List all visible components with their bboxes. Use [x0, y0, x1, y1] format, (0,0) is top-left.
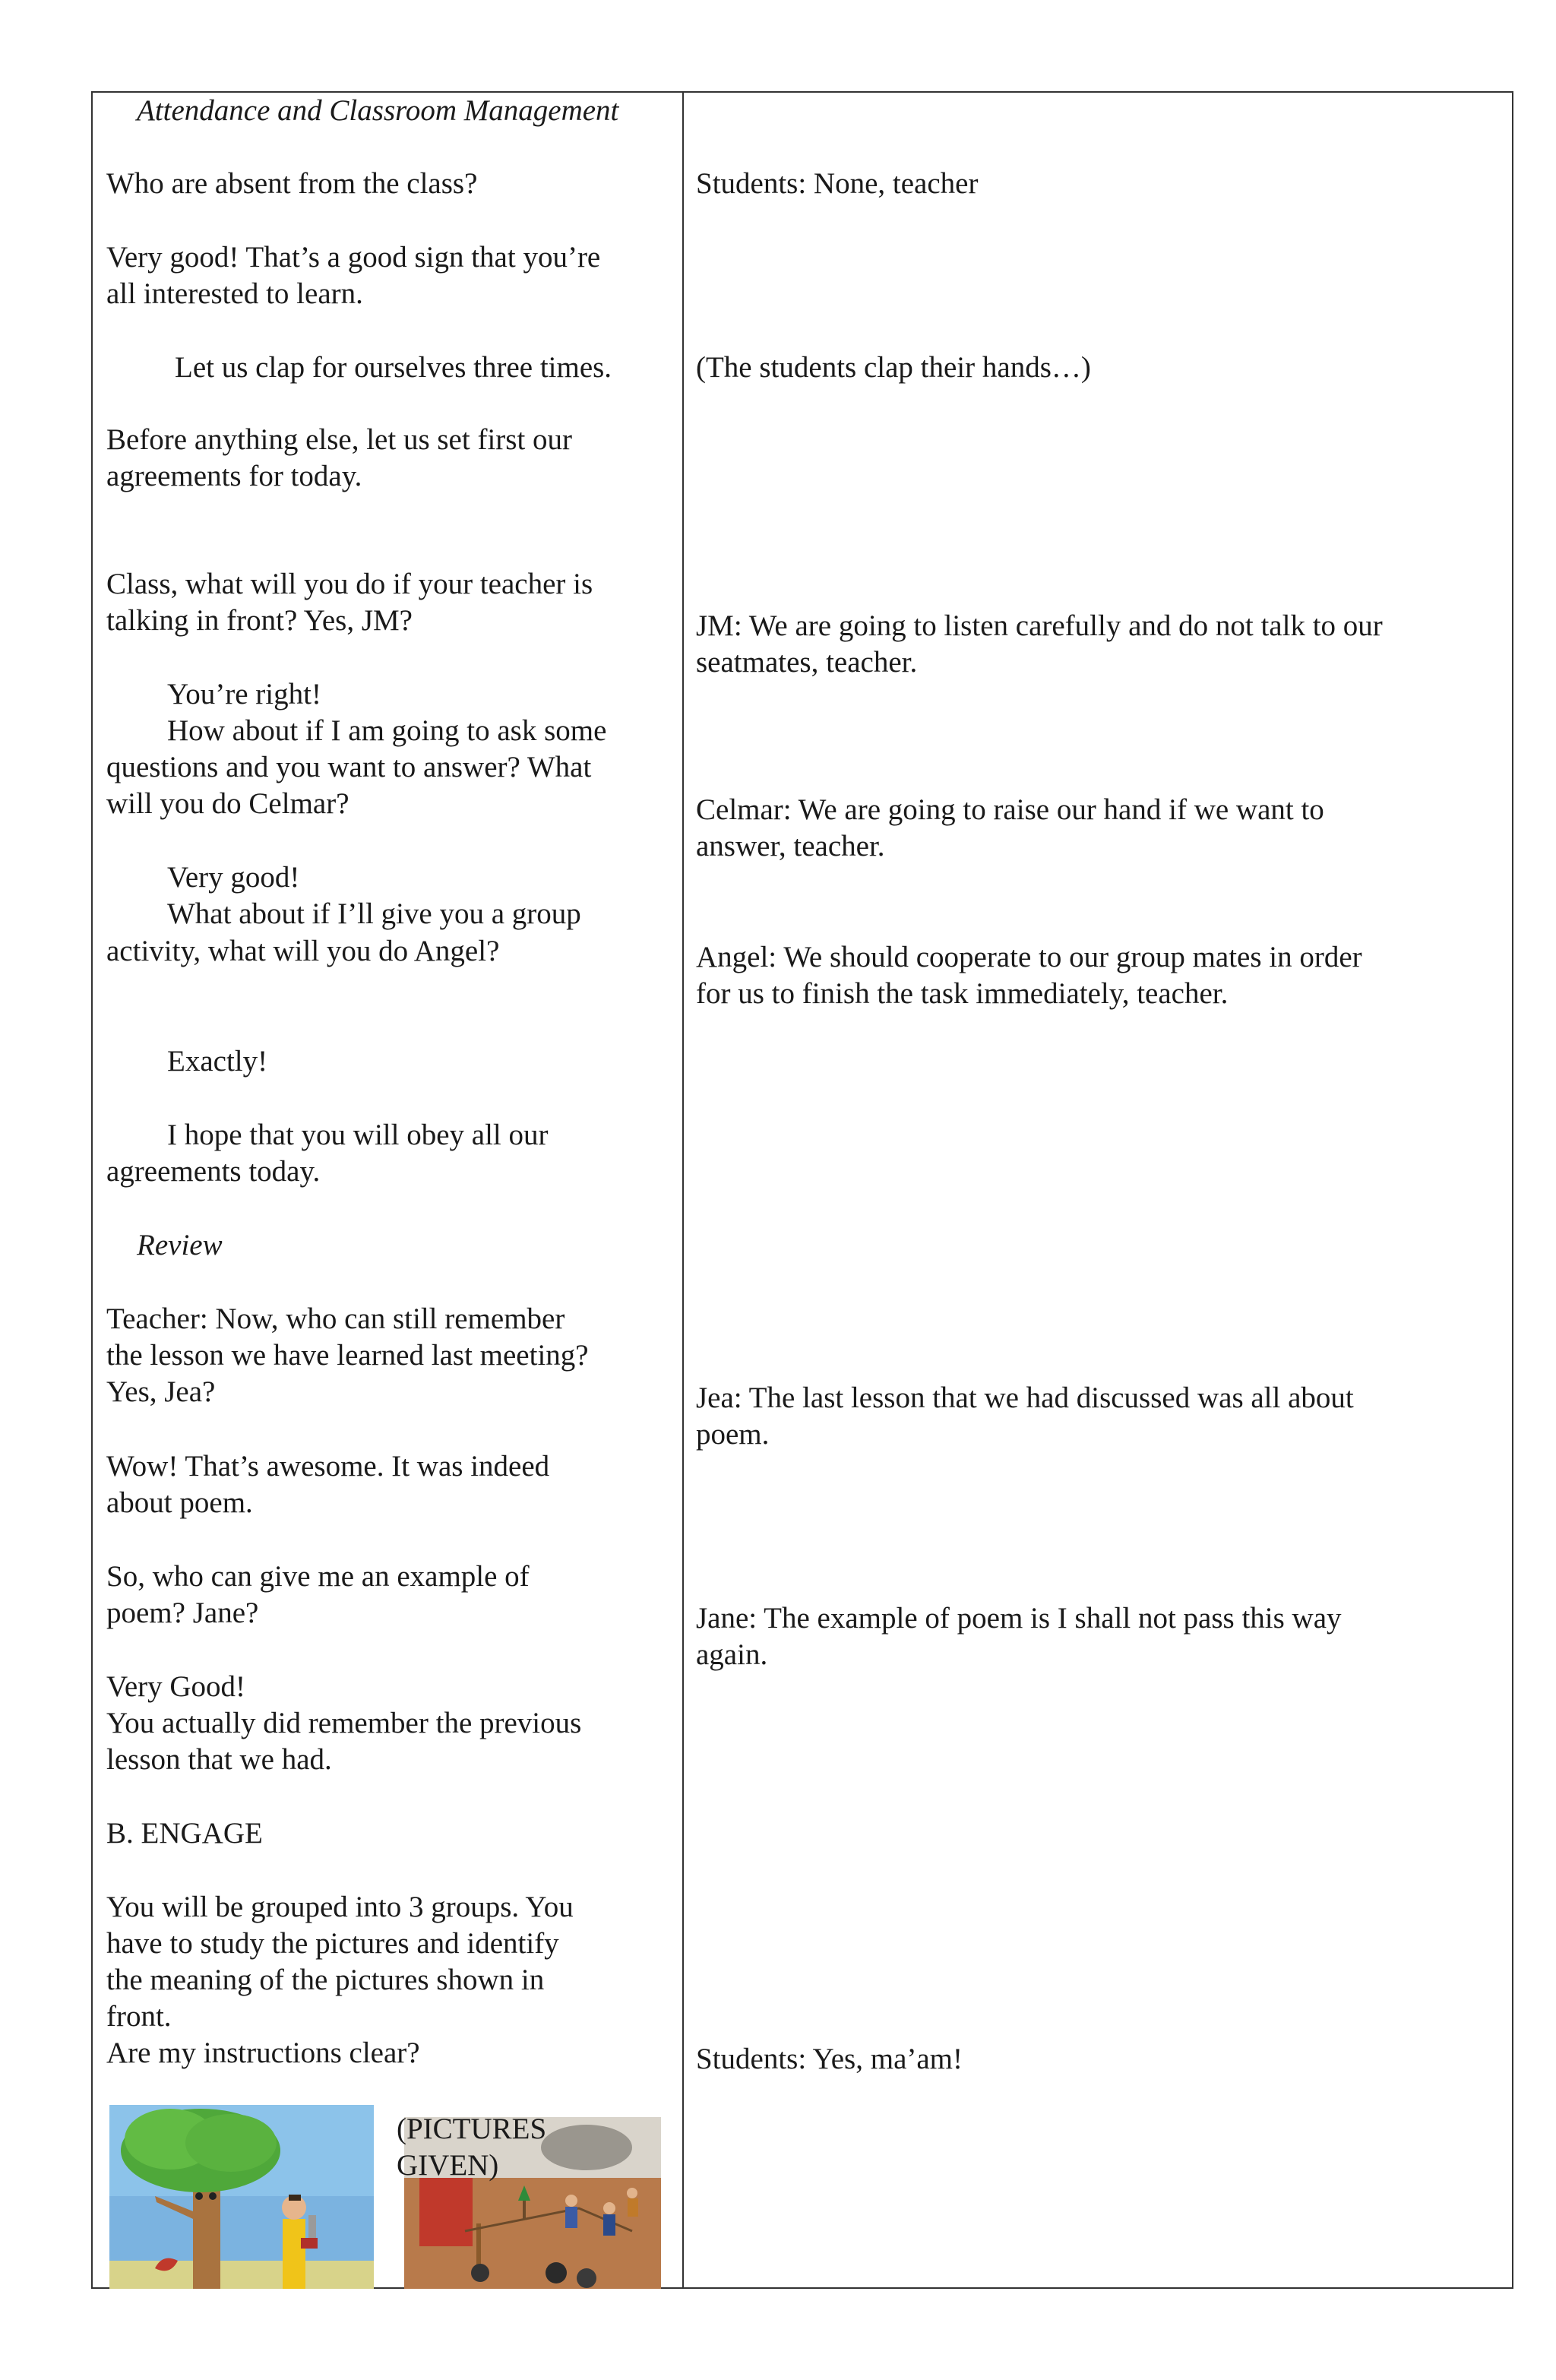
teacher-line: front.	[106, 2000, 172, 2033]
student-response: JM: We are going to listen carefully and do not talk to our	[696, 609, 1383, 642]
student-response: again.	[696, 1638, 768, 1671]
teacher-line: You will be grouped into 3 groups. You	[106, 1891, 574, 1923]
student-response: for us to finish the task immediately, teacher.	[696, 977, 1229, 1010]
student-response: Angel: We should cooperate to our group mates in order	[696, 941, 1362, 973]
student-response: Students: Yes, ma’am!	[696, 2043, 963, 2075]
pictures-caption: (PICTURES	[397, 2113, 547, 2145]
teacher-line: Very Good!	[106, 1670, 246, 1703]
teacher-line: You’re right!	[167, 678, 321, 711]
teacher-line: What about if I’ll give you a group	[167, 897, 581, 930]
teacher-line: Who are absent from the class?	[106, 167, 478, 200]
teacher-line: agreements for today.	[106, 460, 362, 492]
student-response: Students: None, teacher	[696, 167, 979, 200]
teacher-line: Exactly!	[167, 1045, 268, 1078]
student-response: answer, teacher.	[696, 830, 885, 862]
student-response: Jea: The last lesson that we had discussed was all about	[696, 1381, 1354, 1414]
teacher-line: How about if I am going to ask some	[167, 714, 607, 747]
teacher-line: talking in front? Yes, JM?	[106, 604, 413, 637]
teacher-line: have to study the pictures and identify	[106, 1927, 559, 1960]
student-response: poem.	[696, 1418, 770, 1451]
teacher-line: Very good!	[167, 861, 300, 894]
section-heading-review: Review	[137, 1229, 223, 1261]
teacher-line: lesson that we had.	[106, 1743, 332, 1776]
teacher-line: Yes, Jea?	[106, 1375, 216, 1408]
teacher-line: Class, what will you do if your teacher is	[106, 568, 593, 600]
teacher-line: the lesson we have learned last meeting?	[106, 1339, 589, 1372]
teacher-line: Wow! That’s awesome. It was indeed	[106, 1450, 550, 1483]
teacher-line: agreements today.	[106, 1155, 321, 1188]
tree-cartoon-image	[109, 2105, 374, 2289]
pictures-caption: GIVEN)	[397, 2149, 499, 2182]
teacher-line: Before anything else, let us set first our	[106, 423, 573, 456]
teacher-line: You actually did remember the previous	[106, 1707, 582, 1739]
teacher-line: Teacher: Now, who can still remember	[106, 1302, 565, 1335]
teacher-line: poem? Jane?	[106, 1597, 259, 1629]
section-heading-engage: B. ENGAGE	[106, 1817, 263, 1850]
teacher-line: all interested to learn.	[106, 277, 363, 310]
teacher-line: Let us clap for ourselves three times.	[175, 351, 612, 384]
student-response: (The students clap their hands…)	[696, 351, 1091, 384]
teacher-line: Are my instructions clear?	[106, 2037, 420, 2069]
teacher-line: I hope that you will obey all our	[167, 1119, 549, 1151]
teacher-line: Very good! That’s a good sign that you’re	[106, 241, 601, 274]
column-divider	[682, 91, 684, 2289]
teacher-line: the meaning of the pictures shown in	[106, 1964, 545, 1996]
teacher-line: activity, what will you do Angel?	[106, 935, 500, 967]
teacher-line: questions and you want to answer? What	[106, 751, 592, 783]
teacher-line: will you do Celmar?	[106, 787, 349, 820]
teacher-line: So, who can give me an example of	[106, 1560, 530, 1593]
section-heading-attendance: Attendance and Classroom Management	[137, 94, 619, 127]
student-response: Jane: The example of poem is I shall not pass this way	[696, 1602, 1342, 1635]
student-response: seatmates, teacher.	[696, 646, 918, 679]
teacher-line: about poem.	[106, 1486, 253, 1519]
student-response: Celmar: We are going to raise our hand if we want to	[696, 793, 1324, 826]
